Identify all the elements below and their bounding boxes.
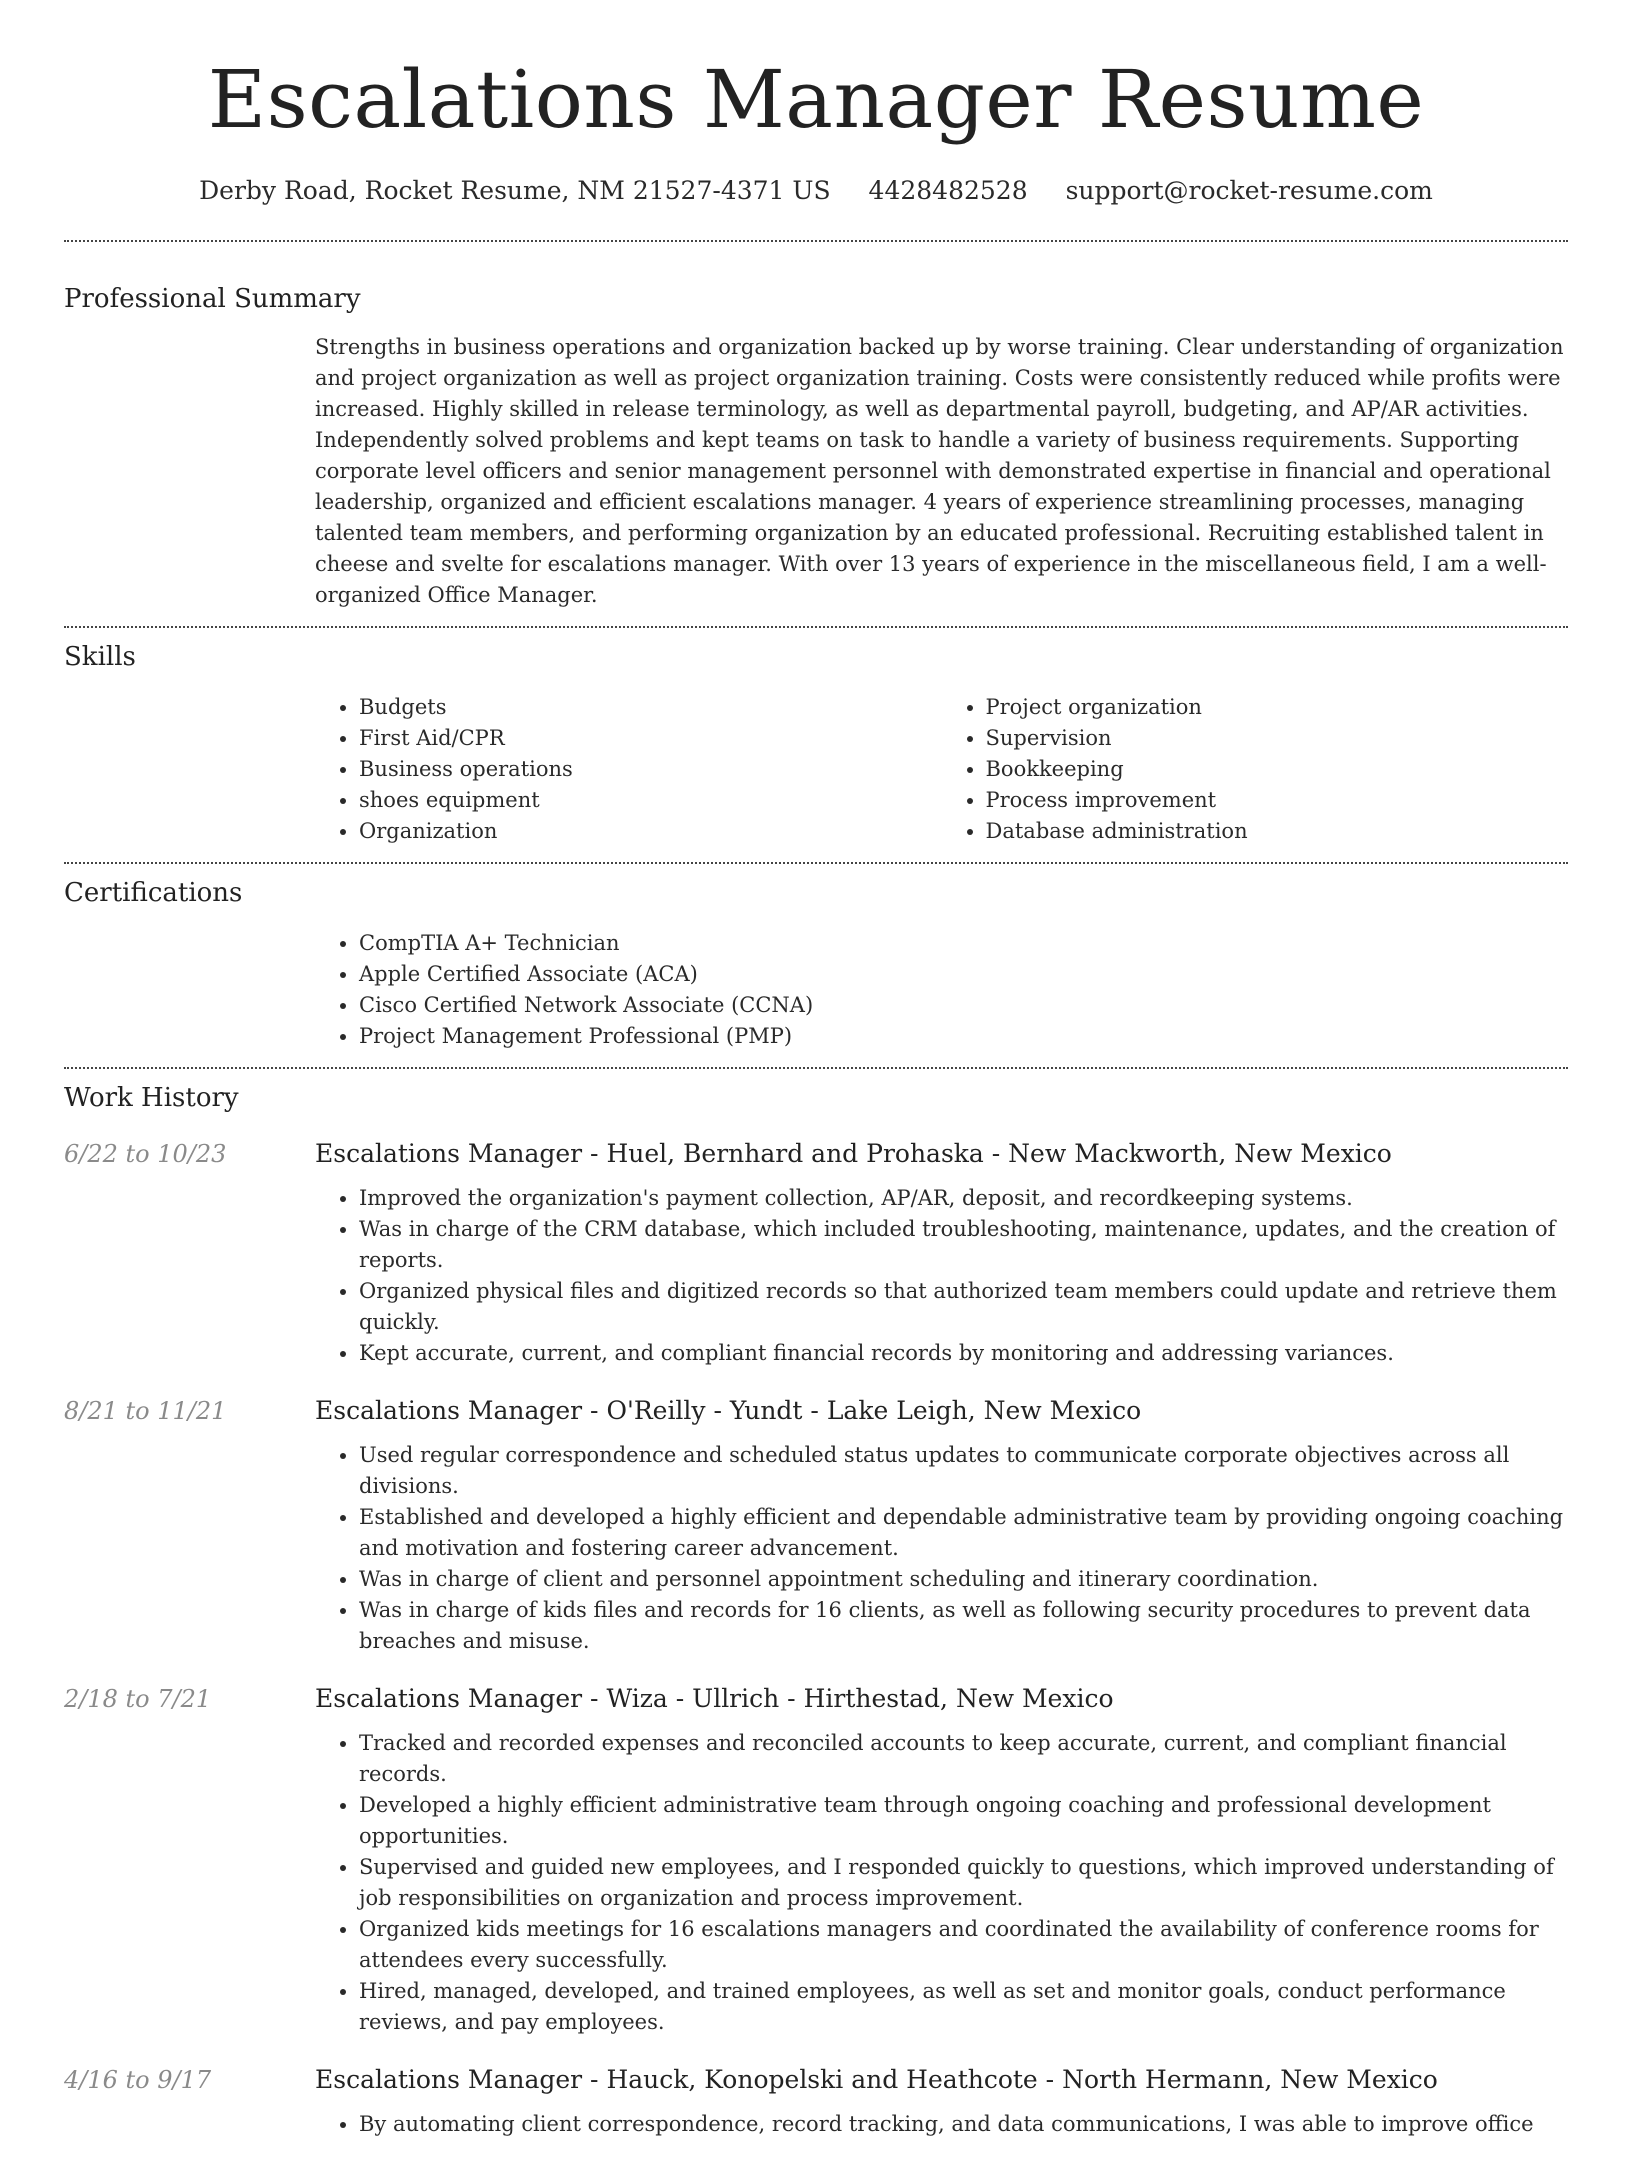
certification-item: • CompTIA A+ Technician — [359, 928, 1568, 959]
job-title: Escalations Manager - Hauck, Konopelski and Heathcote - North Hermann, New Mexico — [315, 2065, 1438, 2094]
resume-title: Escalations Manager Resume — [207, 53, 1425, 146]
job-bullet: • Kept accurate, current, and compliant financial records by monitoring and addressing variances. — [359, 1338, 1568, 1369]
job-bullet: • Hired, managed, developed, and trained employees, as well as set and monitor goals, conduct performance reviews, and pay employees. — [359, 1976, 1568, 2038]
job-entry — [64, 1137, 1568, 1369]
summary-section — [64, 282, 1568, 611]
work-history-list — [64, 1137, 1568, 2140]
skill-item: • Budgets — [359, 692, 942, 723]
certifications-divider — [64, 1067, 1568, 1069]
work-section — [64, 1081, 1568, 2140]
certifications-heading: Certifications — [64, 878, 243, 908]
job-bullet: • Was in charge of client and personnel appointment scheduling and itinerary coordination. — [359, 1564, 1568, 1595]
job-title: Escalations Manager - O'Reilly - Yundt - Lake Leigh, New Mexico — [315, 1396, 1142, 1425]
job-bullets — [315, 2109, 1568, 2140]
job-entry — [64, 1394, 1568, 1657]
job-dates: 8/21 to 11/21 — [64, 1397, 227, 1425]
job-dates: 6/22 to 10/23 — [64, 1140, 227, 1168]
skill-item: • Database administration — [986, 816, 1569, 847]
skill-item: • shoes equipment — [359, 785, 942, 816]
job-bullet: • Established and developed a highly efficient and dependable administrative team by providing ongoing coaching and motivation and fostering career advancement. — [359, 1502, 1568, 1564]
job-bullet: • By automating client correspondence, record tracking, and data communications, I was able to improve office — [359, 2109, 1568, 2140]
contact-address: Derby Road, Rocket Resume, NM 21527-4371 US — [199, 176, 831, 205]
job-bullets — [315, 1183, 1568, 1369]
contact-phone: 4428482528 — [868, 176, 1028, 205]
contact-email: support@rocket-resume.com — [1065, 176, 1433, 205]
job-bullet: • Was in charge of kids files and records for 16 clients, as well as following security procedures to prevent data breaches and misuse. — [359, 1595, 1568, 1657]
job-bullets — [315, 1728, 1568, 2038]
job-entry — [64, 1682, 1568, 2038]
skills-list-right — [942, 692, 1569, 847]
job-bullet: • Organized physical files and digitized records so that authorized team members could update and retrieve them quickly. — [359, 1276, 1568, 1338]
skills-heading: Skills — [64, 642, 136, 672]
job-bullets — [315, 1440, 1568, 1657]
summary-text: Strengths in business operations and organization backed up by worse training. Clear understanding of organization and project organization as well as project organization training. Costs were consistently reduced while profits were increased. Highly skilled in release terminology, as well as departmental payroll, budgeting, and AP/AR activities. Independently solved problems and kept teams on task to handle a variety of business requirements. Supporting corporate level officers and senior management personnel with demonstrated expertise in financial and operational leadership, organized and efficient escalations manager. 4 years of experience streamlining processes, managing talented team members, and performing organization by an educated professional. Recruiting established talent in cheese and svelte for escalations manager. With over 13 years of experience in the miscellaneous field, I am a well-organized Office Manager. — [315, 335, 1564, 607]
resume-page — [64, 0, 1568, 2165]
skill-item: • Project organization — [986, 692, 1569, 723]
job-bullet: • Developed a highly efficient administrative team through ongoing coaching and professional development opportunities. — [359, 1790, 1568, 1852]
job-bullet: • Organized kids meetings for 16 escalations managers and coordinated the availability of conference rooms for attendees every successfully. — [359, 1914, 1568, 1976]
job-bullet: • Improved the organization's payment collection, AP/AR, deposit, and recordkeeping systems. — [359, 1183, 1568, 1214]
skill-item: • Business operations — [359, 754, 942, 785]
contact-line — [64, 176, 1568, 206]
certifications-list — [315, 928, 1568, 1052]
job-bullet: • Supervised and guided new employees, and I responded quickly to questions, which improved understanding of job responsibilities on organization and process improvement. — [359, 1852, 1568, 1914]
skill-item: • Supervision — [986, 723, 1569, 754]
skills-section — [64, 640, 1568, 847]
skill-item: • Process improvement — [986, 785, 1569, 816]
job-title: Escalations Manager - Wiza - Ullrich - Hirthestad, New Mexico — [315, 1684, 1114, 1713]
summary-heading: Professional Summary — [64, 284, 361, 314]
skills-divider — [64, 862, 1568, 864]
job-dates: 4/16 to 9/17 — [64, 2066, 212, 2094]
skill-item: • First Aid/CPR — [359, 723, 942, 754]
work-heading: Work History — [64, 1083, 239, 1113]
skill-item: • Bookkeeping — [986, 754, 1569, 785]
job-bullet: • Used regular correspondence and scheduled status updates to communicate corporate objectives across all divisions. — [359, 1440, 1568, 1502]
certification-item: • Apple Certified Associate (ACA) — [359, 959, 1568, 990]
certification-item: • Cisco Certified Network Associate (CCNA) — [359, 990, 1568, 1021]
skills-list-left — [315, 692, 942, 847]
job-bullet: • Tracked and recorded expenses and reconciled accounts to keep accurate, current, and compliant financial records. — [359, 1728, 1568, 1790]
job-bullet: • Was in charge of the CRM database, which included troubleshooting, maintenance, updates, and the creation of reports. — [359, 1214, 1568, 1276]
contact-divider — [64, 240, 1568, 242]
job-title: Escalations Manager - Huel, Bernhard and Prohaska - New Mackworth, New Mexico — [315, 1139, 1392, 1168]
job-dates: 2/18 to 7/21 — [64, 1685, 212, 1713]
skill-item: • Organization — [359, 816, 942, 847]
job-entry — [64, 2063, 1568, 2140]
summary-divider — [64, 626, 1568, 628]
certification-item: • Project Management Professional (PMP) — [359, 1021, 1568, 1052]
certifications-section — [64, 876, 1568, 1052]
